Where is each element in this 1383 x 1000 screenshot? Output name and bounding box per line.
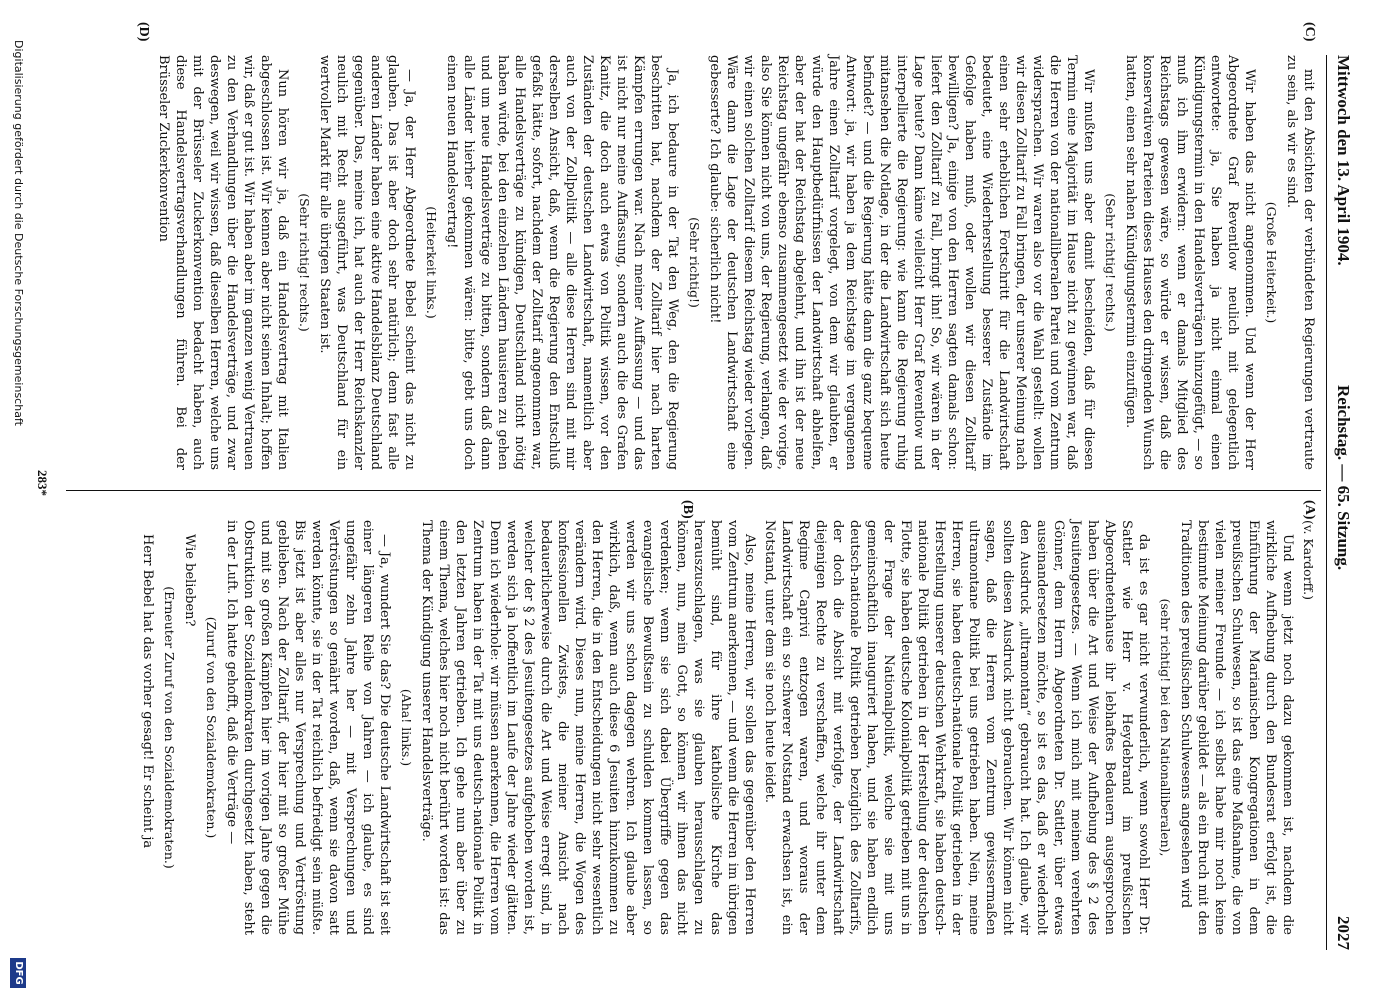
paragraph: Ja, ich bedaure in der Tat den Weg, den die Regierung beschritten hat, nachdem der Zolltarif hier nach harten Kämpfen errungen war. Nach meiner Auffassung — und das ist nicht nur meine Auffassung, sondern auch die des Grafen Kanitz, die doch auch etwas von Politik wissen, vor den Zuständen der deutschen Landwirtschaft, namentlich aber auch von der Zollpolitik — alle diese Herren sind mit mir derselben Ansicht, daß, wenn die Regierung den Entschluß gefaßt hätte, sofort, nachdem der Zolltarif angenommen war, alle Handelsverträge zu kündigen, Deutschland nicht nötig haben würde, bei den einzelnen Ländern hausieren zu gehen und um neue Handelsverträge zu bitten, sondern daß dann alle Länder hierher gekommen wären: bitte, gebt uns doch einen neuen Handelsvertrag! xyxy=(444,55,680,470)
interjection: (Heiterkeit links.) xyxy=(424,206,439,319)
signature-mark: 283* xyxy=(35,470,50,496)
header-rule xyxy=(1326,55,1327,950)
paragraph: — Ja, der Herr Abgeordnete Bebel scheint das nicht zu glauben. Das ist aber doch sehr natürlich; denn fast alle anderen Länder haben eine aktive Handelsbilanz Deutschland gegenüber. Das, meine ich, hat auch der Herr Reichskanzler neulich mit Recht ausgeführt, was Deutschland für ein wertvoller Markt für alle übrigen Staaten ist. xyxy=(317,55,417,470)
paragraph: Wir mußten uns aber damit bescheiden, daß für diesen Termin eine Majorität im Hause nicht zu gewinnen war, daß die Herren von der nationalliberalen Partei und vom Zentrum widersprachen. Wir waren also vor die Wahl gestellt: wollen wir diesen Zolltarif zu Fall bringen, der unserer Meinung nach einen sehr erheblichen Fortschritt für die Landwirtschaft bedeutet, eine Wiederherstellung besserer Zustände im Gefolge haben muß, oder wollen wir diesen Zolltarif bewilligen? Ja, einige von den Herren sagten damals schon: liefert den Zolltarif zu Fall, bringt ihn! So, wir wären in der Lage heute? Dann käme vielleicht Herr Graf Reventlow und interpellierte die Regierung: wie kann die Regierung ruhig mitansehen die Notlage, in der die Landwirtschaft sich heute befindet? — und die Regierung hätte dann die ganz bequeme Antwort: ja, wir haben ja dem Reichstage im vergangenen Jahre einen Zolltarif vorgelegt, von dem wir glaubten, er würde den Hauptbedürfnissen der Landwirtschaft abhelfen, aber der hat der Reichstag abgelehnt, und ihn ist der neue Reichstag ungefähr ebenso zusammengesetzt wie der vorige, also Sie können nicht von uns, der Regierung, verlangen, daß wir einen solchen Zolltarif diesem Reichstag wieder vorlegen. Wäre dann die Lage der deutschen Landwirtschaft eine gebesserte? Ich glaube: sicherlich nicht! xyxy=(707,55,1096,470)
interjection: (Zuruf von den Sozialdemokraten.) xyxy=(204,616,219,839)
paragraph: Nun hören wir ja, daß ein Handelsvertrag mit Italien abgeschlossen ist. Wir kennen aber nicht seinen Inhalt; hoffen wir, daß er gut ist. Wir haben aber im ganzen wenig Vertrauen zu den Verhandlungen über die Handelsverträge, und zwar deswegen, weil wir wissen, daß dieselben Herren, welche uns mit der Brüsseler Zuckerkonvention bedacht haben, auch diese Handelsvertragsverhandlungen führen. Bei der Brüsseler Zuckerkonvention xyxy=(156,55,290,470)
margin-mark-c: (C) xyxy=(1302,22,1317,42)
margin-mark-a: (A) xyxy=(1302,500,1317,520)
interjection: (sehr richtig! bei den Nationalliberalen), xyxy=(1158,598,1173,857)
interjection: (Sehr richtig! rechts.) xyxy=(297,193,312,332)
paragraph: Wir haben das nicht angenommen. Und wenn der Herr Abgeordnete Graf Reventlow neulich mit gelegentlich entwortete: ja, Sie haben ja nicht einmal einen Kündigungstermin in den Handelsverträgen hinzugefügt, — so muß ich ihm erwidern: wenn er damals Mitglied des Reichstags gewesen wäre, so würde er wissen, daß die konservativen Parteien dieses Hauses den dringenden Wunsch hatten, einen sehr nahen Kündigungstermin einzufügen. xyxy=(1123,55,1257,470)
header-page-number: 2027 xyxy=(1334,916,1353,950)
paragraph: da ist es gar nicht verwunderlich, wenn sowohl Herr Dr. Sattler wie Herr v. Heydebrand im preußischen Abgeordnetenhause ihr lebhaftes Bedauern ausgesprochen haben über die Art und Weise der Aufhebung des § 2 des Jesuitengesetzes. — Wenn ich mich mit meinem verehrten Gönner, dem Herrn Abgeordneten Dr. Sattler, über etwas auseinandersetzen möchte, so ist es das, daß er wiederholt den Ausdruck „ultramontan“ gebraucht hat. Ich glaube, wir sollten diesen Ausdruck nicht gebrauchen. Wir können nicht sagen, daß die Herren vom Zentrum gewissermaßen ultramontane Politik bei uns getrieben haben. Nein, meine Herren, sie haben deutsch-nationale Politik getrieben in der Herstellung unserer deutschen Wehrkraft, sie haben deutsch-nationale Politik getrieben in der Herstellung der deutschen Flotte, sie haben deutsche Kolonialpolitik getrieben mit uns in der Frage der Nationalpolitik, welche sie mit uns gemeinschaftlich inauguriert haben, und sie haben endlich deutsch-nationale Politik getrieben bezüglich des Zolltarifs, der doch die Absicht mit verfolgte, der Landwirtschaft diejenigen Rechte zu verschaffen, welche ihr unter dem Regime Caprivi entzogen waren, und woraus der Landwirtschaft ein so schwerer Notstand erwachsen ist, ein Notstand, unter dem sie noch heute leidet. xyxy=(762,520,1151,935)
column-divider xyxy=(66,490,1321,491)
left-text-column xyxy=(152,55,1317,470)
speaker-name: (v. Kardorff.) xyxy=(1301,520,1316,600)
digitization-footer xyxy=(5,0,31,1000)
footer-credit: Digitalisierung gefördert durch die Deutsche Forschungsgemeinschaft xyxy=(12,40,25,426)
header-date: Mittwoch den 13. April 1904. xyxy=(1334,55,1353,266)
interjection: (Sehr richtig!) xyxy=(687,217,702,308)
right-text-column xyxy=(136,520,1317,935)
margin-mark-b: (B) xyxy=(680,500,695,519)
header-title: Reichstag. — 65. Sitzung. xyxy=(1334,385,1353,571)
paragraph: Also, meine Herren, wir sollen das gegenüber den Herren vom Zentrum anerkennen, — und wenn die Herren im übrigen bemüht sind, für ihre katholische Kirche das herauszuschlagen, was sie glauben herausschlagen zu können, nun, mein Gott, so können wir ihnen das nicht verdenken; wenn sie sich dabei Übergriffe gegen das evangelische Bewußtsein zu schulden kommen lassen, so werden wir uns schon dagegen wehren. Ich glaube aber wirklich, daß, wenn auch diese 6 Jesuiten hinzukommen zu den Herren, die in den Entscheidungen nicht sehr wesentlich verändern wird. Dieses nun, meine Herren, die Wogen des konfessionellen Zwistes, die meiner Ansicht nach bedauerlicherweise durch die Art und Weise erregt sind, in welcher der § 2 des Jesuitengesetzes aufgehoben worden ist, werden sich ja hoffentlich im Laufe der Jahre wieder glätten. Denn ich wiederhole: wir müssen anerkennen, die Herren vom Zentrum haben in der Tat mit uns deutsch-nationale Politik in den letzten Jahren getrieben. Ich gehe nun aber über zu einem Thema, welches hier noch nicht berührt worden ist: das Thema der Kündigung unserer Handelsverträge. xyxy=(419,520,757,935)
interjection: (Erneuter Zuruf von den Sozialdemokraten.) xyxy=(162,586,177,869)
paragraph: mit den Absichten der verbündeten Regierungen vertraute zu sein, als wir es sind. xyxy=(1284,55,1316,470)
margin-mark-d: (D) xyxy=(136,22,151,42)
paragraph: — Ja, wundert Sie das? Die deutsche Landwirtschaft ist seit einer längeren Reihe von Jahren — ich glaube, es sind ungefähr zehn Jahre her — mit Versprechungen und Vertröstungen so genährt worden, daß, wenn sie davon satt werden könnte, sie in der Tat reichlich befriedigt sein müßte. Bis jetzt ist aber alles nur Versprechung und Vertröstung geblieben. Nach der Zolltarif, der hier mit so großer Mühe und mit so großen Kämpfen hier im vorigen Jahre gegen die Obstruktion der Sozialdemokraten durchgesetzt haben, steht in der Luft. Ich hatte gehofft, daß die Verträge — xyxy=(224,520,392,935)
page-header xyxy=(1329,55,1355,950)
paragraph: Herr Bebel hat das vorher gesagt! Er scheint ja xyxy=(140,534,155,849)
interjection: (Aha! links.) xyxy=(399,688,414,767)
paragraph: Und wenn jetzt noch dazu gekommen ist, nachdem die wirkliche Aufhebung durch den Bundesrat erfolgt ist, die Einführung der Marianischen Kongregationen in dem preußischen Schulwesen, so ist das eine Maßnahme, die von vielen meiner Freunde — ich selbst habe mir noch keine bestimmte Meinung darüber gebildet — als ein Bruch mit den Traditionen des preußischen Schulwesens angesehen wird xyxy=(1178,520,1295,935)
interjection: (Sehr richtig! rechts.) xyxy=(1103,193,1118,332)
interjection: (Große Heiterkeit.) xyxy=(1264,201,1279,324)
dfg-logo: DFG xyxy=(10,958,26,988)
paragraph: Wie belieben? xyxy=(182,534,197,627)
